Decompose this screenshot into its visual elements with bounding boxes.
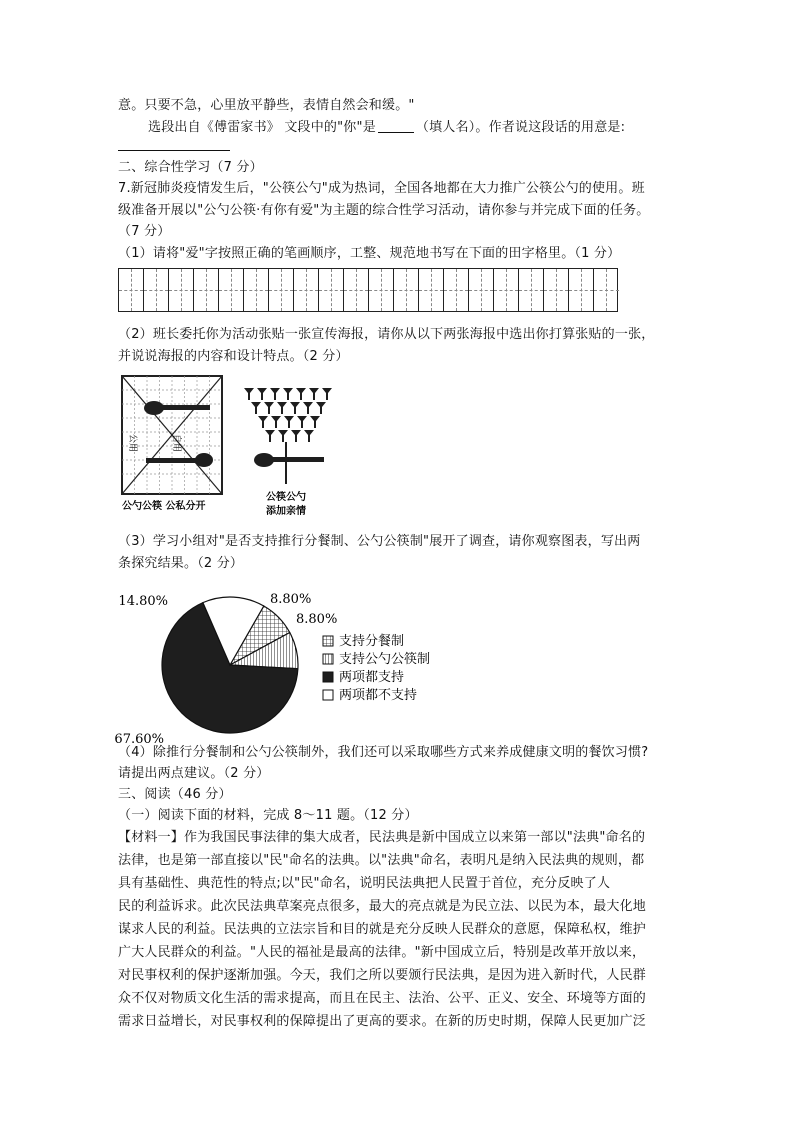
question-6-text-b: （填人名）。作者说这段话的用意是:: [415, 120, 626, 135]
subquestion-4: 请提出两点建议。（2 分）: [118, 766, 270, 781]
poster-left-caption: 公勺公筷 公私分开: [122, 501, 206, 512]
grid-guide: [556, 269, 557, 311]
poster-left-graphic: [118, 374, 228, 514]
pie-slice-label: 8.80%: [270, 592, 312, 607]
poster-right-graphic: [240, 384, 332, 524]
material-1-text: 民的利益诉求。此次民法典草案亮点很多，最大的亮点就是为民立法、以民为本，最大化地: [118, 899, 647, 914]
chopstick-tree-mark: [304, 430, 314, 442]
grid-cell[interactable]: [219, 269, 244, 311]
grid-guide: [431, 269, 432, 311]
poster-left: [118, 374, 228, 514]
legend-label: 支持公勺公筷制: [339, 652, 431, 667]
legend-swatch: [323, 636, 333, 646]
chopstick-tree-mark: [271, 416, 281, 428]
tianzige-grid[interactable]: [118, 268, 618, 312]
grid-cell[interactable]: [394, 269, 419, 311]
chopstick-tree-mark: [284, 416, 294, 428]
pie-chart-svg: [114, 583, 458, 747]
chopstick-tree-mark: [297, 416, 307, 428]
grid-cell[interactable]: [294, 269, 319, 311]
question-6-text: 选段出自《傅雷家书》 文段中的"你"是: [148, 120, 376, 135]
grid-cell[interactable]: [594, 269, 619, 311]
grid-guide: [506, 269, 507, 311]
chopstick-tree-mark: [257, 388, 267, 400]
subquestion-3: 条探究结果。（2 分）: [118, 556, 244, 571]
subquestion-4: （4）除推行分餐制和公勺公筷制外，我们还可以采取哪些方式来养成健康文明的餐饮习惯?: [118, 745, 649, 760]
answer-rule[interactable]: [118, 150, 230, 151]
grid-cell[interactable]: [369, 269, 394, 311]
subquestion-1: （1）请将"爱"字按照正确的笔画顺序，工整、规范地书写在下面的田字格里。（1 分）: [118, 246, 621, 261]
section-heading: 三、阅读（46 分）: [118, 787, 232, 802]
grid-guide: [531, 269, 532, 311]
grid-cell[interactable]: [119, 269, 144, 311]
grid-guide: [231, 269, 232, 311]
legend-label: 两项都支持: [339, 670, 405, 685]
subquestion-3: （3）学习小组对"是否支持推行分餐制、公勺公筷制"展开了调查，请你观察图表，写出两: [118, 534, 641, 549]
chopstick-tree-mark: [277, 402, 287, 414]
chopstick-tree-mark: [251, 402, 261, 414]
reading-instructions: （一）阅读下面的材料，完成 8～11 题。（12 分）: [118, 808, 418, 823]
section-heading: 二、综合性学习（7 分）: [118, 160, 263, 175]
poster-left-label-b: 自用: [171, 434, 181, 453]
grid-cell[interactable]: [319, 269, 344, 311]
grid-cell[interactable]: [169, 269, 194, 311]
grid-guide: [456, 269, 457, 311]
subquestion-2: 并说说海报的内容和设计特点。（2 分）: [118, 349, 349, 364]
grid-cell[interactable]: [194, 269, 219, 311]
material-1-text: 广大人民群众的利益。"人民的福祉是最高的法律。"新中国成立后，特别是改革开放以来，: [118, 945, 646, 960]
grid-cell[interactable]: [444, 269, 469, 311]
pie-slice-label: 67.60%: [114, 732, 164, 747]
chopstick-tree-mark: [296, 388, 306, 400]
grid-guide: [206, 269, 207, 311]
legend-swatch: [323, 690, 333, 700]
grid-guide: [606, 269, 607, 311]
material-1-text: 法律，也是第一部直接以"民"命名的法典。以"法典"命名，表明凡是纳入民法典的规则，都: [118, 853, 645, 868]
material-1-text: 具有基础性、典范性的特点;以"民"命名，说明民法典把人民置于首位，充分反映了人: [118, 876, 611, 891]
grid-cell[interactable]: [494, 269, 519, 311]
grid-cell[interactable]: [344, 269, 369, 311]
question-6-line: [148, 119, 625, 137]
grid-cell[interactable]: [244, 269, 269, 311]
chopstick-tree-mark: [290, 402, 300, 414]
grid-cell[interactable]: [469, 269, 494, 311]
pie-slice-label: 8.80%: [296, 612, 338, 627]
question-7-points: （7 分）: [118, 224, 171, 239]
chopstick-tree-mark: [291, 430, 301, 442]
legend-label: 支持分餐制: [339, 634, 405, 649]
material-1-text: 众不仅对物质文化生活的需求提高，而且在民主、法治、公平、正义、安全、环境等方面的: [118, 991, 647, 1006]
grid-cell[interactable]: [544, 269, 569, 311]
chopstick-tree-mark: [309, 388, 319, 400]
grid-guide: [406, 269, 407, 311]
chopstick-tree-mark: [283, 388, 293, 400]
grid-guide: [356, 269, 357, 311]
grid-guide: [306, 269, 307, 311]
poster-left-label-a: 公用: [127, 434, 137, 453]
grid-guide: [331, 269, 332, 311]
chopstick-tree-mark: [278, 430, 288, 442]
grid-guide: [181, 269, 182, 311]
question-7-text: 7.新冠肺炎疫情发生后，"公筷公勺"成为热词，全国各地都在大力推广公筷公勺的使用。班: [118, 181, 645, 196]
poster-right: [240, 384, 332, 524]
chopstick-tree-mark: [270, 388, 280, 400]
chopstick-tree-mark: [265, 430, 275, 442]
grid-guide: [481, 269, 482, 311]
question-7-text: 级准备开展以"公勺公筷·有你有爱"为主题的综合性学习活动，请你参与并完成下面的任务。: [118, 203, 650, 218]
grid-guide: [581, 269, 582, 311]
chopstick-tree-mark: [303, 402, 313, 414]
chopstick-tree-mark: [264, 402, 274, 414]
legend-label: 两项都不支持: [339, 688, 418, 703]
poster-right-caption-2: 添加亲情: [266, 506, 306, 517]
chopstick-tree-mark: [244, 388, 254, 400]
grid-guide: [281, 269, 282, 311]
legend-swatch: [323, 654, 333, 664]
text-line: 意。只要不急，心里放平静些，表情自然会和缓。": [118, 98, 415, 113]
chopstick-tree-mark: [258, 416, 268, 428]
grid-guide: [381, 269, 382, 311]
subquestion-2: （2）班长委托你为活动张贴一张宣传海报，请你从以下两张海报中选出你打算张贴的一张，: [118, 327, 655, 342]
grid-cell[interactable]: [144, 269, 169, 311]
grid-cell[interactable]: [519, 269, 544, 311]
survey-pie-chart: [114, 583, 458, 747]
grid-guide: [131, 269, 132, 311]
grid-guide: [156, 269, 157, 311]
pie-slice-label: 14.80%: [118, 594, 168, 609]
material-1-text: 谋求人民的利益。民法典的立法宗旨和目的就是充分反映人民群众的意愿，保障私权，维护: [118, 922, 647, 937]
poster-right-caption-1: 公筷公勺: [266, 492, 306, 503]
chopstick-tree-mark: [310, 416, 320, 428]
grid-guide: [256, 269, 257, 311]
legend-swatch: [323, 672, 333, 682]
grid-cell[interactable]: [569, 269, 594, 311]
grid-cell[interactable]: [419, 269, 444, 311]
chopstick-tree-mark: [316, 402, 326, 414]
grid-cell[interactable]: [269, 269, 294, 311]
material-1-text: 【材料一】作为我国民事法律的集大成者，民法典是新中国成立以来第一部以"法典"命名的: [118, 830, 646, 845]
chopstick-tree-mark: [322, 388, 332, 400]
answer-blank[interactable]: [378, 120, 414, 133]
material-1-text: 需求日益增长，对民事权利的保障提出了更高的要求。在新的历史时期，保障人民更加广泛: [118, 1014, 647, 1029]
material-1-text: 对民事权利的保护逐渐加强。今天，我们之所以要颁行民法典，是因为进入新时代，人民群: [118, 968, 647, 983]
